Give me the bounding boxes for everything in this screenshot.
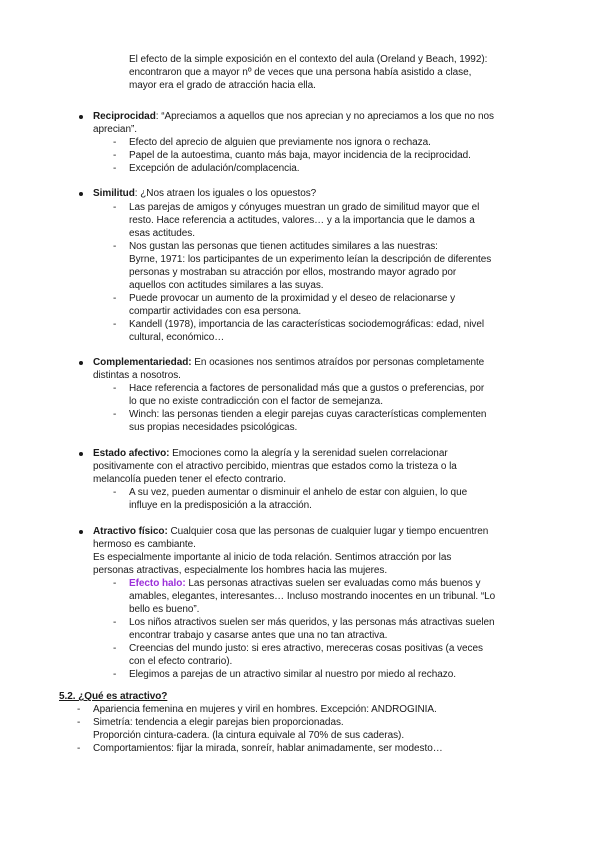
list-item: Byrne, 1971: los participantes de un experimento leían la descripción de diferentes <box>129 254 492 265</box>
efecto-halo-text: Las personas atractivas suelen ser evaluadas como más buenos y <box>185 578 481 589</box>
dash-marker: - <box>77 743 81 754</box>
intro-line: encontraron que a mayor nº de veces que una persona había asistido a clase, <box>129 67 472 78</box>
list-item: Simetría: tendencia a elegir parejas bien proporcionadas. <box>93 717 344 728</box>
list-item: Kandell (1978), importancia de las características sociodemográficas: edad, nivel <box>129 319 485 330</box>
list-item <box>129 577 480 590</box>
dash-marker: - <box>113 137 117 148</box>
dash-marker: - <box>113 617 117 628</box>
list-item: Creencias del mundo justo: si eres atractivo, mereceras cosas positivas (a veces <box>129 643 483 654</box>
dash-marker: - <box>113 487 117 498</box>
dash-marker: - <box>113 578 117 589</box>
estado-label: Estado afectivo: <box>93 448 170 459</box>
dash-marker: - <box>113 163 117 174</box>
list-item: Papel de la autoestima, cuanto más baja, mayor incidencia de la reciprocidad. <box>129 150 471 161</box>
reciprocidad-line: aprecian”. <box>93 124 137 135</box>
dash-marker: - <box>113 409 117 420</box>
dash-marker: - <box>113 643 117 654</box>
complementariedad-label: Complementariedad: <box>93 357 192 368</box>
list-item: encontrar trabajo y casarse antes que una no tan atractiva. <box>129 630 388 641</box>
similitud-text: : ¿Nos atraen los iguales o los opuestos? <box>134 188 317 199</box>
atractivo-line: personas atractivas, especialmente los hombres hacia las mujeres. <box>93 565 388 576</box>
dash-marker: - <box>113 319 117 330</box>
section-title: 5.2. ¿Qué es atractivo? <box>59 691 168 702</box>
dash-marker: - <box>77 704 81 715</box>
list-item: influye en la predisposición a la atracción. <box>129 500 312 511</box>
list-item: Comportamientos: fijar la mirada, sonreír, hablar animadamente, ser modesto… <box>93 743 443 754</box>
list-item: con el efecto contrario). <box>129 656 233 667</box>
bullet-icon <box>79 452 83 456</box>
intro-line: mayor era el grado de atracción hacia ella. <box>129 80 316 91</box>
efecto-halo-label: Efecto halo: <box>129 578 186 589</box>
dash-marker: - <box>113 150 117 161</box>
bullet-icon <box>79 361 83 365</box>
list-item: Elegimos a parejas de un atractivo similar al nuestro por miedo al rechazo. <box>129 669 456 680</box>
list-item: Proporción cintura-cadera. (la cintura equivale al 70% de sus caderas). <box>93 730 405 741</box>
bullet-icon <box>79 115 83 119</box>
list-item: Las parejas de amigos y cónyuges muestran un grado de similitud mayor que el <box>129 202 480 213</box>
reciprocidad-text: : “Apreciamos a aquellos que nos aprecian y no apreciamos a los que no nos <box>155 111 494 122</box>
estado-line: positivamente con el atractivo percibido, mientras que estados como la tristeza o la <box>93 461 457 472</box>
list-item: Puede provocar un aumento de la proximidad y el deseo de relacionarse y <box>129 293 456 304</box>
complementariedad-text: En ocasiones nos sentimos atraídos por personas completamente <box>191 357 485 368</box>
dash-marker: - <box>113 383 117 394</box>
estado-line: melancolía pueden tener el efecto contrario. <box>93 474 286 485</box>
list-item: Los niños atractivos suelen ser más queridos, y las personas más atractivas suelen <box>129 617 495 628</box>
list-item: resto. Hace referencia a actitudes, valores… y a la importancia que le damos a <box>129 215 475 226</box>
dash-marker: - <box>113 293 117 304</box>
atractivo-line: hermoso es cambiante. <box>93 539 196 550</box>
reciprocidad-label: Reciprocidad <box>93 111 156 122</box>
estado-line <box>93 447 448 460</box>
list-item: Efecto del aprecio de alguien que previamente nos ignora o rechaza. <box>129 137 431 148</box>
list-item: Apariencia femenina en mujeres y viril en hombres. Excepción: ANDROGINIA. <box>93 704 437 715</box>
list-item: Hace referencia a factores de personalidad más que a gustos o preferencias, por <box>129 383 485 394</box>
similitud-label: Similitud <box>93 188 135 199</box>
list-item: compartir actividades con esa persona. <box>129 306 302 317</box>
dash-marker: - <box>113 202 117 213</box>
dash-marker: - <box>113 241 117 252</box>
list-item: sus propias necesidades psicológicas. <box>129 422 298 433</box>
list-item: Excepción de adulación/complacencia. <box>129 163 300 174</box>
list-item: personas y mostraban su atracción por ellos, mostrando mayor agrado por <box>129 267 457 278</box>
list-item: esas actitudes. <box>129 228 195 239</box>
list-item: lo que no existe contradicción con el factor de semejanza. <box>129 396 383 407</box>
similitud-line <box>93 187 316 200</box>
atractivo-line: Es especialmente importante al inicio de toda relación. Sentimos atracción por las <box>93 552 452 563</box>
dash-marker: - <box>77 717 81 728</box>
reciprocidad-line <box>93 110 494 123</box>
bullet-icon <box>79 530 83 534</box>
intro-line: El efecto de la simple exposición en el contexto del aula (Oreland y Beach, 1992): <box>129 54 488 65</box>
list-item: bello es bueno”. <box>129 604 200 615</box>
list-item: amables, elegantes, interesantes… Incluso mostrando inocentes en un tribunal. “Lo <box>129 591 496 602</box>
atractivo-text: Cualquier cosa que las personas de cualquier lugar y tiempo encuentren <box>167 526 489 537</box>
complementariedad-line <box>93 356 484 369</box>
dash-marker: - <box>113 669 117 680</box>
list-item: A su vez, pueden aumentar o disminuir el anhelo de estar con alguien, lo que <box>129 487 468 498</box>
list-item: aquellos con actitudes similares a las suyas. <box>129 280 324 291</box>
atractivo-line <box>93 525 488 538</box>
list-item: cultural, económico… <box>129 332 225 343</box>
list-item: Nos gustan las personas que tienen actitudes similares a las nuestras: <box>129 241 438 252</box>
complementariedad-line: distintas a nosotros. <box>93 370 181 381</box>
atractivo-label: Atractivo físico: <box>93 526 168 537</box>
bullet-icon <box>79 192 83 196</box>
estado-text: Emociones como la alegría y la serenidad suelen correlacionar <box>169 448 448 459</box>
list-item: Winch: las personas tienden a elegir parejas cuyas características complementen <box>129 409 487 420</box>
